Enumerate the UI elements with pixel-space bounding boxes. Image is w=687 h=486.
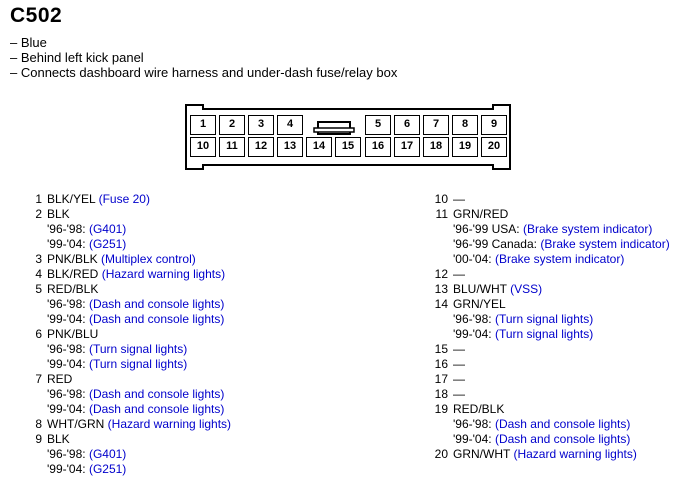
connector-pin-9: 9 bbox=[481, 115, 507, 135]
pin-list-right bbox=[424, 192, 670, 462]
pin-number: 15 bbox=[434, 342, 448, 356]
wire-color: GRN/WHT bbox=[453, 447, 511, 461]
wire-color: — bbox=[453, 342, 465, 356]
wire-color: GRN/YEL bbox=[453, 297, 506, 311]
model-year-label: '96-'98: bbox=[47, 447, 86, 461]
circuit-link[interactable]: (Turn signal lights) bbox=[88, 342, 188, 356]
model-year-label: '96-'98: bbox=[47, 297, 86, 311]
pin-entry-20 bbox=[424, 447, 670, 462]
pin-entry-15 bbox=[424, 342, 670, 357]
note-location: – Behind left kick panel bbox=[10, 50, 144, 65]
pin-number: 16 bbox=[434, 357, 448, 371]
pin-entry-14 bbox=[424, 297, 670, 342]
connector-pin-8: 8 bbox=[452, 115, 478, 135]
connector-pin-10: 10 bbox=[190, 137, 216, 157]
wire-color: — bbox=[453, 192, 465, 206]
wire-color: PNK/BLK bbox=[47, 252, 98, 266]
pin-entry-5 bbox=[18, 282, 231, 327]
pin-entry-19 bbox=[424, 402, 670, 447]
circuit-link[interactable]: (Dash and console lights) bbox=[88, 312, 225, 326]
circuit-link[interactable]: (Brake system indicator) bbox=[494, 252, 625, 266]
pin-number: 4 bbox=[35, 267, 42, 281]
pin-entry-18 bbox=[424, 387, 670, 402]
pin-number: 1 bbox=[35, 192, 42, 206]
pin-list-left bbox=[18, 192, 231, 477]
pin-entry-11 bbox=[424, 207, 670, 267]
model-year-label: '99-'04: bbox=[47, 462, 86, 476]
pin-number: 14 bbox=[434, 297, 448, 311]
circuit-link[interactable]: (Fuse 20) bbox=[98, 192, 150, 206]
pin-number: 7 bbox=[35, 372, 42, 386]
pin-entry-7 bbox=[18, 372, 231, 417]
wire-color: — bbox=[453, 267, 465, 281]
pin-entry-13 bbox=[424, 282, 670, 297]
model-year-label: '96-'99 Canada: bbox=[453, 237, 537, 251]
connector-pin-14: 14 bbox=[306, 137, 332, 157]
connector-pin-7: 7 bbox=[423, 115, 449, 135]
model-year-label: '99-'04: bbox=[47, 237, 86, 251]
model-year-label: '96-'98: bbox=[47, 342, 86, 356]
pin-number: 9 bbox=[35, 432, 42, 446]
wire-color: — bbox=[453, 387, 465, 401]
model-year-label: '99-'04: bbox=[47, 312, 86, 326]
pin-entry-16 bbox=[424, 357, 670, 372]
wire-color: RED bbox=[47, 372, 73, 386]
wire-color: WHT/GRN bbox=[47, 417, 105, 431]
circuit-link[interactable]: (Dash and console lights) bbox=[88, 402, 225, 416]
connector-pin-1: 1 bbox=[190, 115, 216, 135]
model-year-label: '96-'99 USA: bbox=[453, 222, 520, 236]
pin-entry-8 bbox=[18, 417, 231, 432]
pin-entry-3 bbox=[18, 252, 231, 267]
pin-number: 8 bbox=[35, 417, 42, 431]
wire-color: BLK/RED bbox=[47, 267, 99, 281]
wire-color: RED/BLK bbox=[453, 402, 505, 416]
circuit-link[interactable]: (Brake system indicator) bbox=[522, 222, 653, 236]
circuit-link[interactable]: (Hazard warning lights) bbox=[107, 417, 232, 431]
circuit-link[interactable]: (G251) bbox=[88, 237, 127, 251]
model-year-label: '96-'98: bbox=[47, 222, 86, 236]
wire-color: — bbox=[453, 372, 465, 386]
wire-color: BLK/YEL bbox=[47, 192, 96, 206]
pin-number: 6 bbox=[35, 327, 42, 341]
pin-number: 2 bbox=[35, 207, 42, 221]
connector-face-diagram bbox=[185, 104, 512, 170]
connector-pin-18: 18 bbox=[423, 137, 449, 157]
pin-entry-9 bbox=[18, 432, 231, 477]
connector-pin-11: 11 bbox=[219, 137, 245, 157]
connector-pin-12: 12 bbox=[248, 137, 274, 157]
pin-entry-4 bbox=[18, 267, 231, 282]
model-year-label: '00-'04: bbox=[453, 252, 492, 266]
pin-entry-10 bbox=[424, 192, 670, 207]
pin-number: 20 bbox=[434, 447, 448, 461]
pin-number: 11 bbox=[435, 207, 448, 221]
wire-color: — bbox=[453, 357, 465, 371]
wire-color: PNK/BLU bbox=[47, 327, 99, 341]
connector-pin-5: 5 bbox=[365, 115, 391, 135]
circuit-link[interactable]: (G401) bbox=[88, 447, 127, 461]
connector-title: C502 bbox=[10, 4, 63, 27]
model-year-label: '96-'98: bbox=[47, 387, 86, 401]
wire-color: RED/BLK bbox=[47, 282, 99, 296]
connector-pin-13: 13 bbox=[277, 137, 303, 157]
pin-number: 10 bbox=[434, 192, 448, 206]
connector-pin-4: 4 bbox=[277, 115, 303, 135]
model-year-label: '96-'98: bbox=[453, 417, 492, 431]
circuit-link[interactable]: (Dash and console lights) bbox=[494, 417, 631, 431]
pin-number: 18 bbox=[434, 387, 448, 401]
circuit-link[interactable]: (G251) bbox=[88, 462, 127, 476]
circuit-link[interactable]: (VSS) bbox=[510, 282, 543, 296]
wire-color: GRN/RED bbox=[453, 207, 509, 221]
connector-pin-20: 20 bbox=[481, 137, 507, 157]
model-year-label: '99-'04: bbox=[47, 357, 86, 371]
model-year-label: '99-'04: bbox=[453, 432, 492, 446]
model-year-label: '99-'04: bbox=[453, 327, 492, 341]
connector-pin-2: 2 bbox=[219, 115, 245, 135]
connector-pin-3: 3 bbox=[248, 115, 274, 135]
pin-number: 13 bbox=[434, 282, 448, 296]
pin-number: 19 bbox=[434, 402, 448, 416]
connector-pin-16: 16 bbox=[365, 137, 391, 157]
circuit-link[interactable]: (Turn signal lights) bbox=[88, 357, 188, 371]
wire-color: BLK bbox=[47, 207, 70, 221]
note-connects: – Connects dashboard wire harness and under-dash fuse/relay box bbox=[10, 65, 398, 80]
pin-entry-17 bbox=[424, 372, 670, 387]
pin-number: 12 bbox=[434, 267, 448, 281]
connector-pin-15: 15 bbox=[335, 137, 361, 157]
pin-entry-1 bbox=[18, 192, 231, 207]
circuit-link[interactable]: (Multiplex control) bbox=[101, 252, 196, 266]
circuit-link[interactable]: (G401) bbox=[88, 222, 127, 236]
circuit-link[interactable]: (Turn signal lights) bbox=[494, 312, 594, 326]
pin-entry-2 bbox=[18, 207, 231, 252]
connector-pin-17: 17 bbox=[394, 137, 420, 157]
pin-number: 17 bbox=[434, 372, 448, 386]
connector-pin-6: 6 bbox=[394, 115, 420, 135]
model-year-label: '99-'04: bbox=[47, 402, 86, 416]
pin-entry-6 bbox=[18, 327, 231, 372]
connector-notes bbox=[10, 35, 397, 80]
wire-color: BLU/WHT bbox=[453, 282, 507, 296]
circuit-link[interactable]: (Dash and console lights) bbox=[88, 387, 225, 401]
circuit-link[interactable]: (Dash and console lights) bbox=[494, 432, 631, 446]
circuit-link[interactable]: (Dash and console lights) bbox=[88, 297, 225, 311]
wire-color: BLK bbox=[47, 432, 70, 446]
model-year-label: '96-'98: bbox=[453, 312, 492, 326]
note-color: – Blue bbox=[10, 35, 47, 50]
pin-entry-12 bbox=[424, 267, 670, 282]
pin-number: 5 bbox=[35, 282, 42, 296]
circuit-link[interactable]: (Hazard warning lights) bbox=[101, 267, 226, 281]
circuit-link[interactable]: (Turn signal lights) bbox=[494, 327, 594, 341]
pin-number: 3 bbox=[35, 252, 42, 266]
connector-pin-19: 19 bbox=[452, 137, 478, 157]
circuit-link[interactable]: (Brake system indicator) bbox=[540, 237, 670, 251]
circuit-link[interactable]: (Hazard warning lights) bbox=[513, 447, 637, 461]
